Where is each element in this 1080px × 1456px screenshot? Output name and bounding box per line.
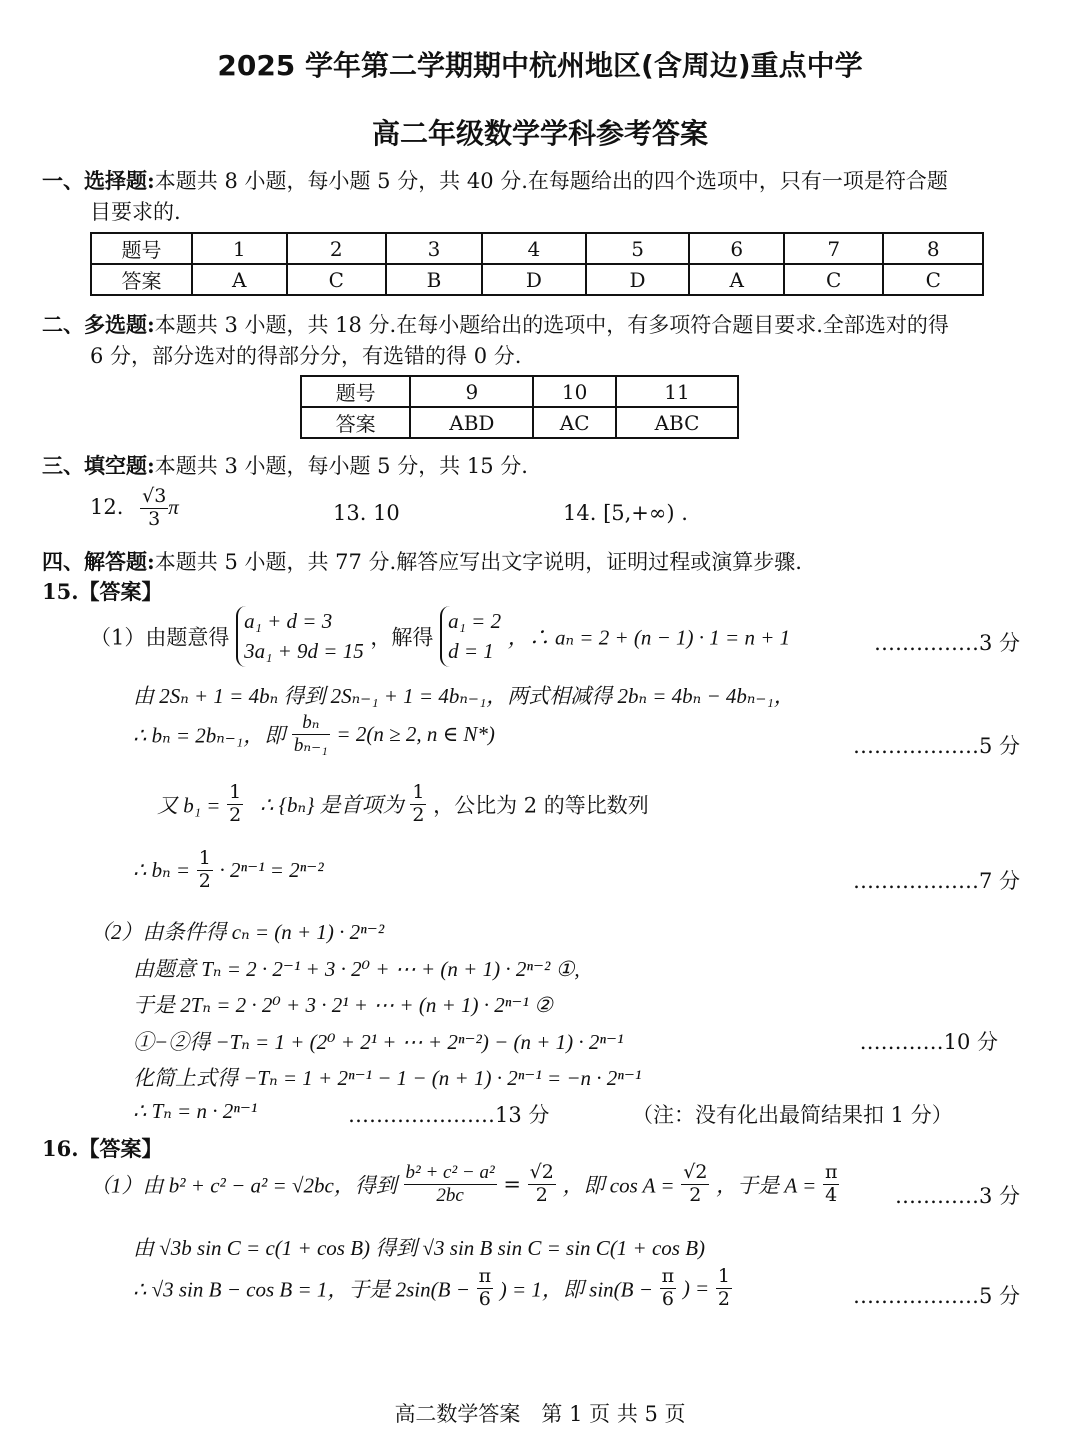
table-cell: 1 [192, 233, 287, 264]
q16-line2: 由 √3b sin C = c(1 + cos B) 得到 √3 sin B sin C = sin C(1 + cos B) [133, 1236, 706, 1260]
pi-symbol: π [168, 494, 179, 519]
q15-line5-prefix: ∴ bₙ = [133, 857, 191, 882]
table-row [91, 264, 983, 295]
q16-line3-prefix: ∴ √3 sin B − cos B = 1，于是 2sin(B − [133, 1277, 470, 1302]
q15-part2-line5: 化简上式得 −Tₙ = 1 + 2ⁿ⁻¹ − 1 − (n + 1) · 2ⁿ⁻¹ = −n · 2ⁿ⁻¹ [133, 1066, 642, 1090]
table-row [301, 407, 738, 438]
equation-system-1 [236, 606, 364, 667]
table-cell: 2 [287, 233, 386, 264]
fraction-denominator: 2bc [436, 1184, 464, 1206]
equals-sign: = [503, 1172, 521, 1197]
table-cell: A [689, 264, 784, 295]
q15-line4-middle: ∴ {bₙ} 是首项为 [259, 793, 404, 818]
q15-part2-line1: （2）由条件得 cₙ = (n + 1) · 2ⁿ⁻² [90, 920, 385, 944]
q16-line1-middle: ，即 cos A = [562, 1173, 675, 1198]
pi-over-6-fraction [660, 1266, 677, 1311]
q16-line3 [133, 1266, 732, 1311]
section4-text: 本题共 5 小题，共 77 分.解答应写出文字说明，证明过程或演算步骤. [154, 550, 802, 574]
fraction-numerator: b² + c² − a² [405, 1162, 495, 1183]
fraction-denominator: 2 [198, 869, 211, 892]
page-footer: 高二数学答案 第 1 页 共 5 页 [394, 1402, 686, 1426]
fraction-numerator: π [824, 1161, 838, 1183]
system-line: a₁ + d = 3 [244, 609, 333, 633]
pi-over-6-fraction [477, 1266, 494, 1311]
fraction-denominator: 2 [717, 1287, 731, 1310]
system-line: 3a₁ + 9d = 15 [244, 639, 364, 664]
section2-line1 [42, 309, 949, 339]
answer-14: 14. [5,+∞) . [563, 501, 688, 525]
q15-line2: 由 2Sₙ + 1 = 4bₙ 得到 2Sₙ₋₁ + 1 = 4bₙ₋₁，两式相减得 2bₙ = 4bₙ − 4bₙ₋₁， [133, 684, 795, 708]
fraction-numerator: √2 [683, 1161, 708, 1183]
q15-line4-suffix: ，公比为 2 的等比数列 [433, 793, 649, 818]
fraction-numerator: 1 [717, 1265, 731, 1287]
pi-over-4-fraction [823, 1162, 840, 1207]
half-fraction [227, 782, 243, 827]
table-cell: D [482, 264, 586, 295]
section1-answer-table [90, 232, 984, 296]
score-7: ………………7 分 [852, 869, 1020, 893]
q15-title: 15.【答案】 [42, 579, 163, 604]
fraction-numerator: 1 [198, 847, 211, 869]
q15-line3 [133, 712, 495, 757]
q15-p1-prefix: （1）由题意得 [90, 625, 230, 650]
fraction-denominator: 4 [825, 1183, 838, 1206]
q15-note: （注：没有化出最简结果扣 1 分） [632, 1103, 953, 1127]
q16-line3-middle: ) = 1，即 sin(B − [499, 1277, 653, 1302]
table-cell: 答案 [301, 407, 410, 438]
section3-text: 本题共 3 小题，每小题 5 分，共 15 分. [154, 454, 528, 478]
sqrt2-fraction [528, 1162, 556, 1207]
table-cell: 题号 [301, 376, 410, 407]
score-10: …………10 分 [859, 1030, 998, 1054]
fraction-denominator: 2 [229, 803, 242, 826]
q16-title: 16.【答案】 [42, 1136, 163, 1161]
ratio-fraction [292, 712, 330, 757]
table-cell: 6 [689, 233, 784, 264]
section1-text1: 本题共 8 小题，每小题 5 分，共 40 分.在每题给出的四个选项中，只有一项是符合题 [154, 169, 948, 193]
fraction-denominator: bₙ₋₁ [293, 734, 328, 756]
section2-text1: 本题共 3 小题，共 18 分.在每小题给出的选项中，有多项符合题目要求.全部选对的得 [154, 313, 949, 337]
fraction-denominator: 2 [535, 1183, 548, 1206]
sqrt2-fraction [681, 1162, 709, 1207]
table-cell: A [192, 264, 287, 295]
section2-answer-table [300, 375, 739, 439]
section2-label: 二、多选题: [42, 312, 155, 337]
section4-line [42, 546, 802, 576]
q15-line5 [133, 848, 324, 893]
fraction-numerator: √2 [529, 1161, 554, 1183]
section1-text2: 目要求的. [90, 200, 181, 224]
answer-12-fraction [140, 486, 168, 531]
half-fraction [410, 782, 426, 827]
q15-p1-solve: ，解得 [370, 625, 434, 650]
fraction-denominator: 6 [478, 1287, 491, 1310]
q15-line3-prefix: ∴ bₙ = 2bₙ₋₁，即 [133, 723, 286, 748]
fraction-numerator: 1 [412, 781, 425, 803]
q15-part2-line6: ∴ Tₙ = n · 2ⁿ⁻¹ [133, 1099, 258, 1123]
q16-score-5: ………………5 分 [852, 1284, 1020, 1308]
table-cell: AC [533, 407, 616, 438]
table-cell: 7 [784, 233, 883, 264]
table-cell: 3 [386, 233, 482, 264]
fraction-numerator: π [478, 1265, 492, 1287]
answer-12 [90, 486, 179, 531]
q15-p1-result: ，∴ aₙ = 2 + (n − 1) · 1 = n + 1 [507, 625, 791, 650]
score-13: …………………13 分 [348, 1103, 550, 1127]
table-cell: 10 [533, 376, 616, 407]
table-cell: 9 [410, 376, 533, 407]
q15-part2-line3: 于是 2Tₙ = 2 · 2⁰ + 3 · 2¹ + ⋯ + (n + 1) · 2ⁿ⁻¹ ② [133, 993, 553, 1017]
q16-line1-suffix: ，于是 A = [716, 1173, 817, 1198]
fraction-numerator: bₙ [292, 712, 330, 735]
score-3: ……………3 分 [873, 631, 1020, 655]
table-cell: C [883, 264, 983, 295]
half-fraction [716, 1266, 732, 1311]
half-fraction [197, 848, 213, 893]
q16-line3-equals: ) = [682, 1275, 710, 1300]
system-line: a₁ = 2 [448, 609, 502, 633]
fraction-numerator: √3 [142, 485, 167, 507]
table-cell: 8 [883, 233, 983, 264]
fraction-denominator: 3 [148, 507, 161, 530]
table-cell: D [586, 264, 690, 295]
q15-part2-line4: ①−②得 −Tₙ = 1 + (2⁰ + 2¹ + ⋯ + 2ⁿ⁻²) − (n + 1) · 2ⁿ⁻¹ [133, 1030, 624, 1054]
q15-part2-line2: 由题意 Tₙ = 2 · 2⁻¹ + 3 · 2⁰ + ⋯ + (n + 1) · 2ⁿ⁻² ①, [133, 957, 580, 981]
equation-system-2 [440, 606, 501, 667]
page-title: 2025 学年第二学期期中杭州地区(含周边)重点中学 [217, 49, 863, 82]
fraction-denominator: 6 [661, 1287, 674, 1310]
q16-line1 [90, 1162, 839, 1207]
fraction-numerator: 1 [229, 781, 242, 803]
fraction-denominator: 2 [412, 803, 425, 826]
section3-label: 三、填空题: [42, 453, 155, 478]
section4-label: 四、解答题: [42, 549, 155, 574]
fraction-numerator: π [661, 1265, 675, 1287]
section3-line [42, 450, 528, 480]
table-row [91, 233, 983, 264]
q15-line5-suffix: · 2ⁿ⁻¹ = 2ⁿ⁻² [219, 857, 324, 882]
table-cell: ABC [616, 407, 738, 438]
table-cell: ABD [410, 407, 533, 438]
table-cell: 11 [616, 376, 738, 407]
table-cell: 题号 [91, 233, 192, 264]
q16-line1-prefix: （1）由 b² + c² − a² = √2bc，得到 [90, 1173, 397, 1198]
q15-part1-line1 [90, 606, 790, 667]
table-row [301, 376, 738, 407]
table-cell: B [386, 264, 482, 295]
section1-label: 一、选择题: [42, 168, 155, 193]
section1-line1 [42, 165, 948, 195]
table-cell: C [784, 264, 883, 295]
answer-12-number: 12. [90, 494, 124, 519]
answer-13: 13. 10 [333, 501, 400, 525]
q15-line3-suffix: = 2(n ≥ 2, n ∈ N*) [336, 721, 495, 746]
system-line: d = 1 [448, 639, 494, 664]
table-cell: 5 [586, 233, 690, 264]
fraction-denominator: 2 [689, 1183, 702, 1206]
q15-line4-prefix: 又 b₁ = [157, 793, 221, 818]
score-5: ………………5 分 [852, 734, 1020, 758]
q16-score-3: …………3 分 [894, 1184, 1020, 1208]
section2-text2: 6 分，部分选对的得部分分，有选错的得 0 分. [90, 344, 522, 368]
table-cell: C [287, 264, 386, 295]
q15-line4 [157, 782, 649, 827]
table-cell: 答案 [91, 264, 192, 295]
page-subtitle: 高二年级数学学科参考答案 [371, 117, 708, 150]
cos-fraction [404, 1162, 497, 1207]
table-cell: 4 [482, 233, 586, 264]
